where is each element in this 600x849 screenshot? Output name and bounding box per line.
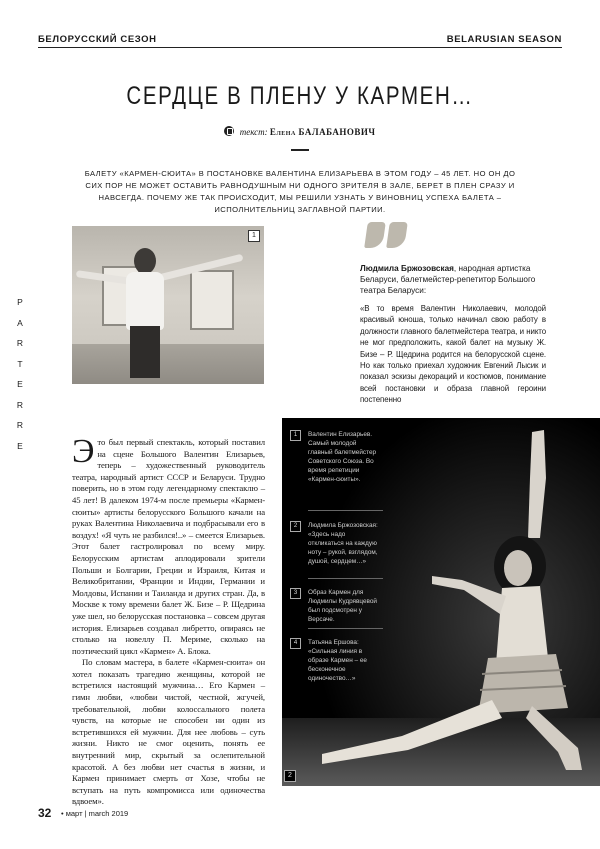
- issue-date: [61, 809, 128, 818]
- caption-number: 4: [290, 638, 301, 649]
- caption-text: Людмила Бржозовская: «Здесь надо откликаться на каждую ноту – рукой, взглядом, душой, сердцем…»: [308, 522, 378, 565]
- caption-4: [290, 638, 382, 683]
- side-letter: E: [17, 379, 23, 389]
- side-letter: R: [16, 338, 24, 348]
- side-letter: P: [17, 297, 23, 307]
- article-lead: БАЛЕТУ «КАРМЕН-СЮИТА» В ПОСТАНОВКЕ ВАЛЕНТИНА ЕЛИЗАРЬЕВА В ЭТОМ ГОДУ – 45 ЛЕТ. НО ОН ДО СИХ ПОР НЕ МОЖЕТ ОСТАВИТЬ РАВНОДУШНЫМ НИ ОДНОГО ЗРИТЕЛЯ В ЗАЛЕ, БЕРЕТ В ПЛЕН СРАЗУ И НАВСЕГДА. ПОЧЕМУ ЖЕ ТАК ПРОИСХОДИТ, МЫ РЕШИЛИ УЗНАТЬ У ВИНОВНИЦ УСПЕХА БАЛЕТА – ИСПОЛНИТЕЛЬНИЦ ЗАГЛАВНОЙ ПАРТИИ.: [84, 169, 516, 214]
- photo-floor: [72, 344, 264, 384]
- body-paragraph: По словам мастера, в балете «Кармен-сюита» он хотел показать трагедию женщины, которой не встретился настоящий мужчина… Его Кармен – гимн любви, «любви чистой, честной, жгучей, требовательной, любви колоссального полета чувств, на которые не способен ни один из встретившихся ей мужчин. Для нее любовь – суть жизни. Никто не смог оценить, понять ее внутренний мир, скрытый за ослепительной красотой. А без любви нет счастья в жизни, и Кармен принимает смерть от Хозе, чтобы не вступать на путь компромисса или одиночества вдвоем».: [72, 657, 265, 807]
- quote-text: «В то время Валентин Николаевич, молодой красивый юноша, только начинал свою работу в должности главного балетмейстера театра, и никто не мог предположить, какой балет на музыку Ж. Бизе – Р. Щедрина родится на белорусской сцене. Но как только приехал художник Евгений Лысик и показал эскизы декораций и костюмов, понимание всей постановки и образа главной героини постепенно: [360, 304, 546, 405]
- header-rule: [38, 47, 562, 48]
- photo-head: [134, 248, 156, 274]
- pen-icon: [224, 126, 234, 136]
- article-title: СЕРДЦЕ В ПЛЕНУ У КАРМЕН…: [126, 82, 474, 110]
- byline: [0, 126, 600, 137]
- caption-number: 1: [290, 430, 301, 441]
- caption-divider: [308, 578, 383, 579]
- caption-divider: [308, 510, 383, 511]
- footer-issue: март | march 2019: [65, 809, 129, 818]
- side-letter: R: [16, 420, 24, 430]
- photo-window: [190, 270, 234, 330]
- side-letter: A: [17, 317, 23, 328]
- article-body: [72, 433, 265, 808]
- caption-text: Татьяна Ершова: «Сильная линия в образе Кармен – ее бесконечное одиночество…»: [308, 639, 367, 682]
- quote-attribution: [360, 263, 540, 296]
- body-paragraph: [72, 433, 265, 657]
- quote-name: Людмила Бржозовская: [360, 264, 454, 273]
- photo-number-badge: 2: [284, 770, 296, 782]
- caption-divider: [308, 628, 383, 629]
- quote-mark-shape: [386, 222, 408, 248]
- photo-shirt: [126, 272, 164, 330]
- drop-cap: Э: [72, 433, 95, 470]
- caption-2: [290, 521, 382, 566]
- side-label: [10, 292, 30, 456]
- caption-text: Валентин Елизарьев. Самый молодой главный балетмейстер Советского Союза. Во время репетиции «Кармен-сюиты».: [308, 431, 377, 483]
- body-paragraph-text: то был первый спектакль, который поставил на сцене Большого Валентин Елизарьев, теперь – художественный руководитель театра, народный артист СССР и Беларуси. Трудно поверить, но в этом году легендарному спектаклю – 45 лет! В далеком 1974-м после премьеры «Кармен-сюиты» артисты белорусского Большого качали на руках Валентина Николаевича и подбрасывали его в воздух! «Я чуть не разбился!..» – смеется Елизарьев. Этот балет гастролировал по всему миру. Белорусским артистам аплодировали зрители Польши и Болгарии, Греции и Израиля, Китая и Великобритании, Франции и Индии, Германии и Молдовы, Испании и Таиланда и других стран. Да, в Москве к тому времени балет Ж. Бизе – Р. Щедрина уже шел, но белорусская постановка – совсем другая история. Елизарьев создавал либретто, опираясь не столько на новеллу П. Мериме, сколько на поэтический цикл «Кармен» А. Блока.: [72, 437, 265, 656]
- side-letter: R: [16, 399, 24, 410]
- photo-panel-carmen: [282, 418, 600, 786]
- caption-number: 3: [290, 588, 301, 599]
- side-letter: T: [17, 358, 23, 369]
- section-label-left: БЕЛОРУССКИЙ СЕЗОН: [38, 34, 157, 45]
- photo-number-badge: 1: [248, 230, 260, 242]
- caption-number: 2: [290, 521, 301, 532]
- quote-marks-icon: [366, 222, 410, 253]
- quote-mark-shape: [364, 222, 386, 248]
- title-dash: [291, 149, 309, 151]
- footer-bullet: •: [61, 809, 64, 818]
- photo-rehearsal-elizariev: [72, 226, 264, 384]
- quote-role: , народная артистка Беларуси, балетмейстер-репетитор Большого театра Беларуси:: [360, 264, 536, 295]
- caption-1: [290, 430, 382, 484]
- photo-trousers: [130, 326, 160, 378]
- page-number: 32: [38, 806, 52, 820]
- byline-author: Елена БАЛАБАНОВИЧ: [269, 127, 376, 137]
- caption-text: Образ Кармен для Людмилы Кудрявцевой был подсмотрен у Версаче.: [308, 589, 377, 623]
- side-letter: E: [17, 440, 23, 451]
- byline-label: текст:: [239, 127, 268, 137]
- caption-3: [290, 588, 382, 624]
- section-label-right: BELARUSIAN SEASON: [446, 34, 562, 45]
